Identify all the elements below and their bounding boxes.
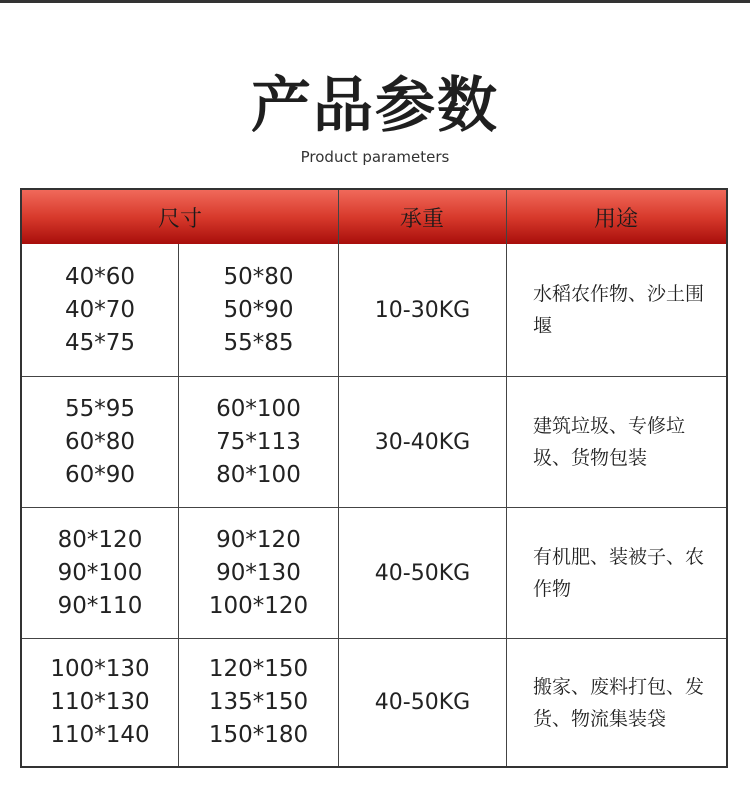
page-subtitle: Product parameters [300,148,450,166]
table-header [22,190,726,244]
table-row-1-sizes-a [22,244,178,376]
size-value: 55*85 [223,329,294,356]
size-value: 90*120 [216,526,301,553]
size-value: 75*113 [216,428,301,455]
table-row-1-sizes-b [179,244,338,376]
size-value: 90*130 [216,559,301,586]
size-value: 100*120 [208,592,309,619]
table-row-4-sizes-a [22,639,178,766]
table-row-4-usage: 搬家、废料打包、发货、物流集装袋 [533,675,705,730]
size-value: 100*130 [50,656,150,682]
table-row-3-sizes-b [179,508,338,638]
size-value: 80*100 [216,461,301,488]
size-value: 60*80 [64,428,136,455]
table-row-2-load: 30-40KG [374,429,471,455]
size-value: 40*60 [64,263,136,290]
size-value: 135*150 [208,689,309,715]
table-row-1-load: 10-30KG [374,297,471,323]
size-value: 40*70 [64,296,136,323]
size-value: 80*120 [57,526,143,553]
size-value: 50*90 [223,296,294,323]
size-value: 110*130 [50,689,150,715]
table-row-2-sizes-a [22,377,178,507]
size-value: 110*140 [50,722,150,748]
size-value: 150*180 [208,722,309,748]
size-value: 55*95 [64,395,136,422]
size-value: 60*90 [64,461,136,488]
size-value: 120*150 [208,656,309,682]
table-row-3-sizes-a [22,508,178,638]
top-divider [0,0,750,3]
header-size: 尺寸 [157,206,202,232]
table-row-3-usage: 有机肥、装被子、农作物 [533,546,705,600]
parameter-table [20,188,728,768]
table-row-2-sizes-b [179,377,338,507]
table-row-4-load: 40-50KG [374,690,471,715]
table-row-4-sizes-b [179,639,338,766]
size-value: 60*100 [216,395,301,422]
header-usage: 用途 [593,206,638,232]
table-row-2-usage: 建筑垃圾、专修垃圾、货物包装 [533,415,686,469]
page-title: 产品参数 [251,71,499,141]
table-row-3-load: 40-50KG [374,560,471,586]
size-value: 90*100 [57,559,143,586]
size-value: 50*80 [223,263,294,290]
size-value: 90*110 [57,592,143,619]
header-load: 承重 [399,206,444,232]
size-value: 45*75 [64,329,136,356]
table-row-1-usage: 水稻农作物、沙土围堰 [533,283,705,337]
